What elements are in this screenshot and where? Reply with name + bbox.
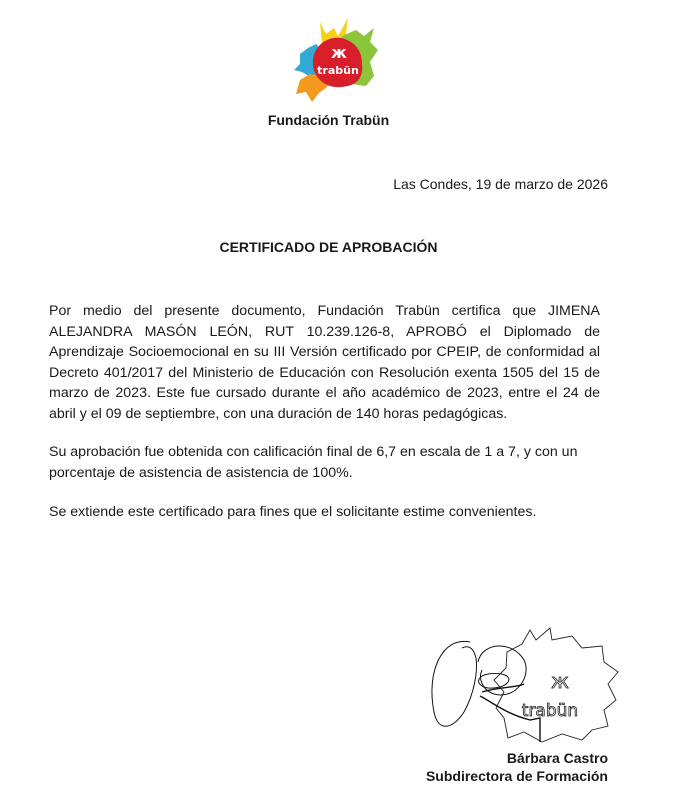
organization-name: Fundación Trabün xyxy=(267,112,390,128)
svg-text:ж: ж xyxy=(550,669,570,693)
stamp-text: trabün xyxy=(521,701,579,721)
place-date: Las Condes, 19 de marzo de 2026 xyxy=(393,176,608,192)
trabun-logo xyxy=(282,14,392,104)
signatory-role: Subdirectora de Formación xyxy=(425,768,608,784)
logo-text: trabün xyxy=(317,64,359,77)
certification-paragraph: Por medio del presente documento, Fundación Trabün certifica que JIMENA ALEJANDRA MASÓN LEÓN, RUT 10.239.126-8, APROBÓ el Diplomado de Aprendizaje Socioemocional en su III Versión certificado por CPEIP, de conformidad al Decreto 401/2017 del Ministerio de Educación con Resolución exenta 1505 del 15 de marzo de 2023. Este fue cursado durante el año académico de 2023, entre el 24 de abril y el 09 de septiembre, con una duración de 140 horas pedagógicas. xyxy=(49,303,600,422)
signatory-name: Bárbara Castro xyxy=(506,750,608,766)
certificate-title: CERTIFICADO DE APROBACIÓN xyxy=(219,239,438,255)
svg-text:ж: ж xyxy=(331,43,347,62)
signature-stamp xyxy=(412,622,622,757)
grade-paragraph: Su aprobación fue obtenida con calificación final de 6,7 en escala de 1 a 7, y con un porcentaje de asistencia de asistencia de 100%. xyxy=(49,444,578,481)
closing-paragraph: Se extiende este certificado para fines que el solicitante estime convenientes. xyxy=(49,504,537,520)
